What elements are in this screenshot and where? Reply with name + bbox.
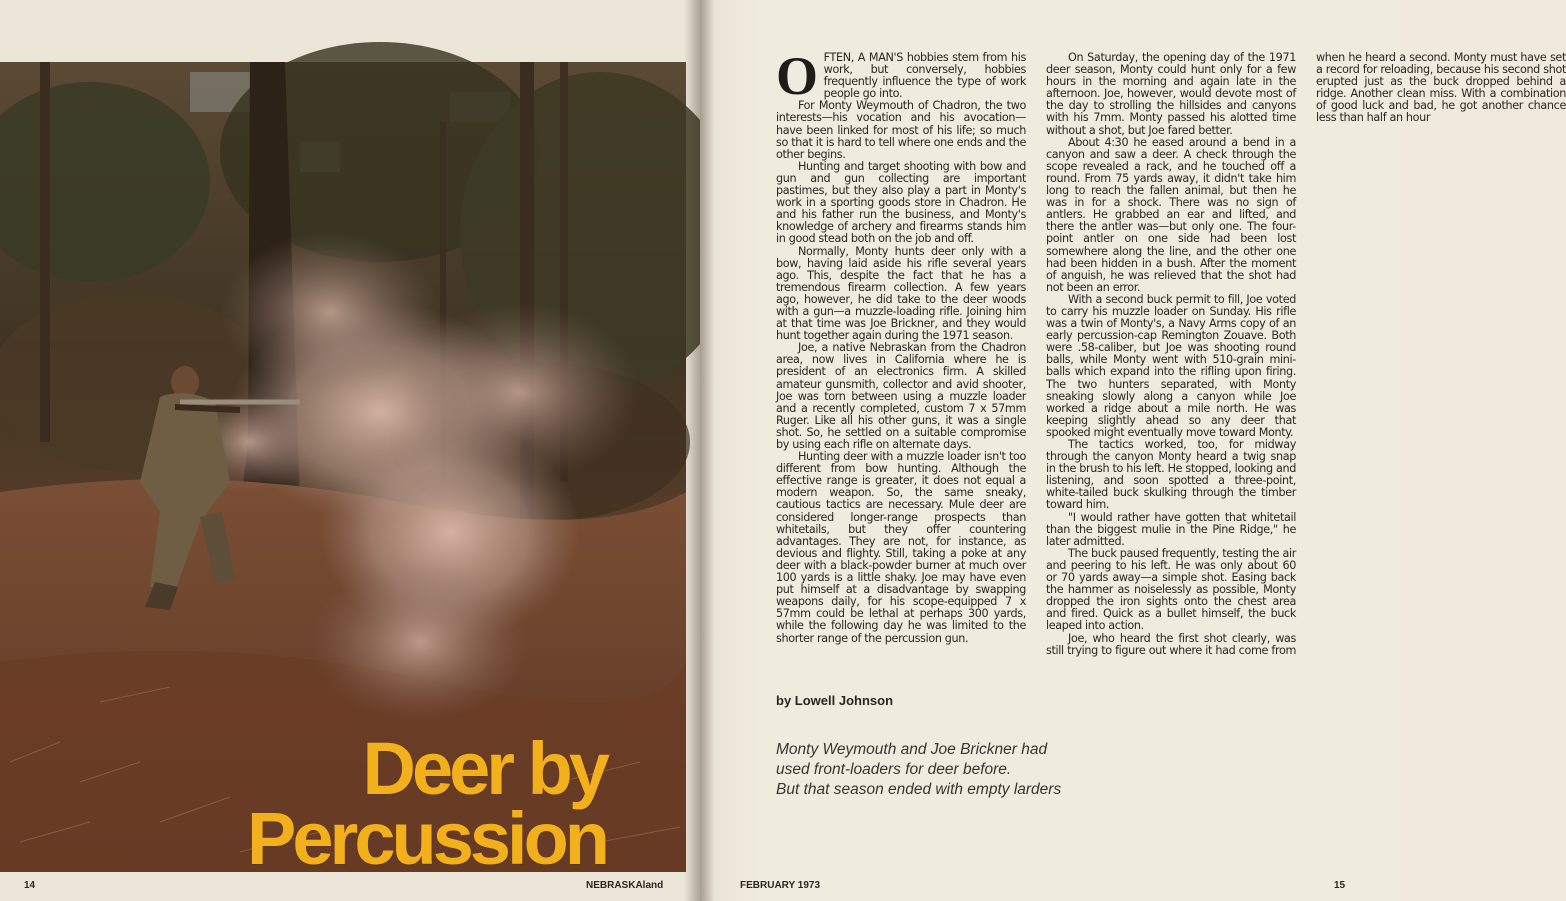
paragraph: Hunting deer with a muzzle loader isn't too different from bow hunting. Although the effective range is greater, it does not equal a modern weapon. So, the same sneaky, cautious tactics are necessary. Mule deer are considered longer-range prospects than whitetails, but they offer countering advantages. They are not, for instance, as devious and flighty. Still, taking a poke at any deer with a black-powder burner at much over 100 yards is a little shaky. Joe may have even put himself at a disadvantage by swapping weapons daily, for his scope-equipped 7 x 57mm could be lethal at perhaps 300 yards, while the following day he was limited to the shorter range of the percussion gun.: [776, 450, 1026, 645]
deck-text: [776, 740, 1156, 800]
left-page-number: 14: [24, 880, 36, 891]
paragraph: Joe, who heard the first shot clearly, was still trying to figure out where it had come from when he heard a second. Monty must have set a record for reloading, because his second shot erupted just as the buck dropped behind a ridge. Another clean miss. With a combination of good luck and bad, he got another chance less than half an hour: [1046, 51, 1566, 657]
headline-line-1: Deer by: [362, 727, 606, 810]
article-headline: [247, 727, 606, 880]
paragraph: The buck paused frequently, testing the air and peering to his left. He was only about 60 or 70 yards away—a simple shot. Easing back the hammer as noiselessly as possible, Monty dropped the iron sights onto the chest area and fired. Quick as a bullet himself, the buck leaped into action.: [1046, 546, 1296, 633]
paragraph: About 4:30 he eased around a bend in a canyon and saw a deer. A check through the scope revealed a rack, and he touched off a round. From 75 yards away, it didn't take him long to reach the fallen animal, but then he was in for a shock. There was no sign of antlers. He grabbed an ear and lifted, and there the antler was—but only one. The four-point antler on one side had been lost somewhere along the line, and the other one had been hidden in a bush. After the moment of anguish, he was relieved that the shot had not been an error.: [1046, 135, 1296, 294]
headline-line-2: Percussion: [247, 797, 606, 880]
right-page-number: 15: [1334, 880, 1346, 891]
paragraph: The tactics worked, too, for midway through the canyon Monty heard a twig snap in the brush to his left. He stopped, looking and listening, and soon spotted a three-point, white-tailed buck skulking through the timber toward him.: [1046, 438, 1296, 512]
left-page: [0, 0, 700, 901]
magazine-name: NEBRASKAland: [586, 880, 664, 891]
paragraph: OFTEN, A MAN'S hobbies stem from his work, but conversely, hobbies frequently influence the type of work people go into.: [776, 46, 1026, 106]
paragraph: Hunting and target shooting with bow and gun and gun collecting are important pastimes, but they also play a part in Monty's work in a sporting goods store in Chadron. He and his father run the business, and Monty's knowledge of archery and firearms stands him in good stead both on the job and off.: [776, 159, 1026, 246]
deck-line: But that season ended with empty larders: [776, 781, 1062, 798]
paragraph: With a second buck permit to fill, Joe voted to carry his muzzle loader on Sunday. His rifle was a twin of Monty's, a Navy Arms copy of an early percussion-cap Remington Zouave. Both were .58-caliber, but Joe was shooting round balls, while Monty went with 510-grain mini-balls which expand into the rifling upon firing. The two hunters separated, with Monty sneaking slowly along a canyon while Joe worked a ridge about a mile north. He was keeping slightly ahead so any deer that spooked might eventually move toward Monty.: [1046, 292, 1296, 439]
hunter-photo: [0, 62, 686, 880]
byline: by Lowell Johnson: [776, 693, 894, 708]
paragraph: Joe, a native Nebraskan from the Chadron area, now lives in California where he is president of an electronics firm. A skilled amateur gunsmith, collector and avid shooter, Joe was torn between using a muzzle loader and a recently completed, custom 7 x 57mm Ruger. Like all his other guns, it was a single shot. So, he settled on a suitable compromise by using each rifle on alternate days.: [776, 341, 1026, 451]
deck-line: Monty Weymouth and Joe Brickner had: [776, 741, 1048, 758]
paragraph: "I would rather have gotten that whitetail than the biggest mulie in the Pine Ridge," he later admitted.: [1046, 510, 1296, 548]
gutter: [684, 0, 714, 901]
paragraph: Normally, Monty hunts deer only with a bow, having laid aside his rifle several years ago. This, despite the fact that he has a tremendous firearm collection. A few years ago, however, he did take to the deer woods with a gun—a muzzle-loading rifle. Joining him at that time was Joe Brickner, and they would hunt together again during the 1971 season.: [776, 244, 1026, 343]
deck-line: used front-loaders for deer before.: [776, 761, 1012, 778]
article-body: [776, 46, 1566, 660]
issue-date: FEBRUARY 1973: [740, 880, 821, 891]
drop-cap: O: [776, 46, 818, 106]
paragraph: On Saturday, the opening day of the 1971 deer season, Monty could hunt only for a few hours in the morning and again late in the afternoon. Joe, however, would devote most of the day to strolling the hillsides and canyons with his 7mm. Monty passed his alotted time without a shot, but Joe fared better.: [1046, 51, 1296, 137]
paragraph: For Monty Weymouth of Chadron, the two interests—his vocation and his avocation—have been linked for most of his life; so much so that it is hard to tell where one ends and the other begins.: [776, 99, 1026, 161]
